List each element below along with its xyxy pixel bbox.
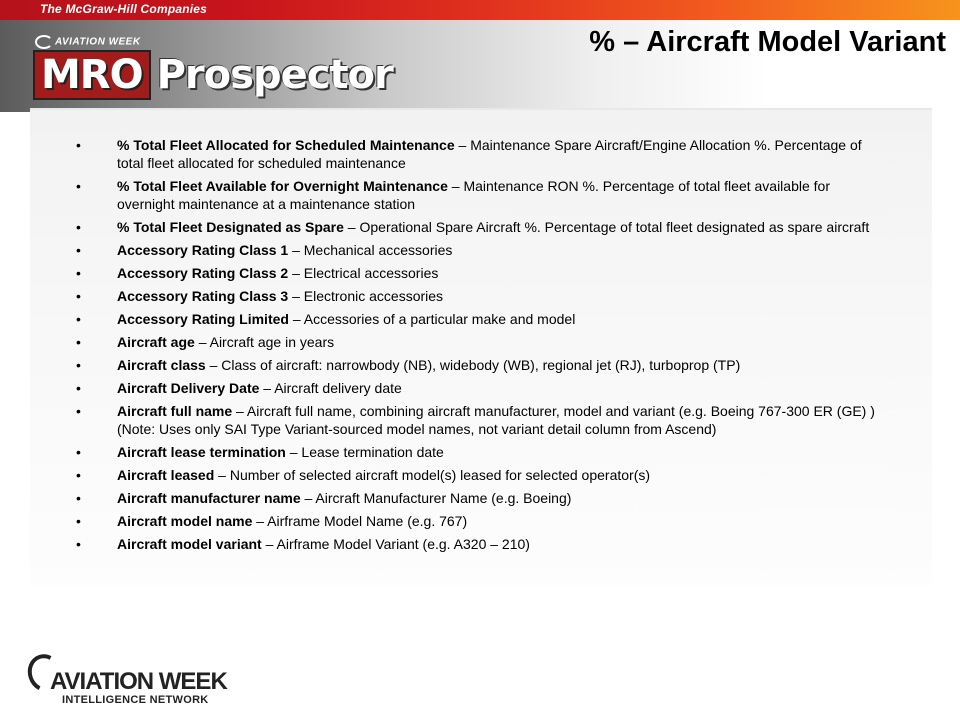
list-item [76, 136, 891, 172]
term: % Total Fleet Designated as Spare [117, 219, 344, 235]
term: Aircraft full name [117, 403, 233, 419]
corporate-banner-text: The McGraw-Hill Companies [40, 2, 208, 16]
bullet-icon: • [76, 219, 81, 235]
term: % Total Fleet Allocated for Scheduled Maintenance [117, 137, 455, 153]
bullet-icon: • [76, 513, 81, 529]
mro-prospector-logo [33, 52, 393, 98]
list-item [76, 356, 891, 374]
term: Aircraft model variant [117, 536, 262, 552]
term: Accessory Rating Class 1 [117, 242, 289, 258]
term: Accessory Rating Limited [117, 311, 289, 327]
list-item [76, 535, 891, 553]
list-item [76, 218, 891, 236]
bullet-icon: • [76, 357, 81, 373]
list-item [76, 402, 891, 438]
term: Aircraft Delivery Date [117, 380, 260, 396]
bullet-icon: • [76, 137, 81, 153]
bullet-icon: • [76, 444, 81, 460]
logo-mro: MRO [33, 50, 151, 100]
term: Aircraft lease termination [117, 444, 286, 460]
bullet-icon: • [76, 178, 81, 194]
term: Aircraft age [117, 334, 195, 350]
bullet-icon: • [76, 536, 81, 552]
list-item [76, 489, 891, 507]
list-item [76, 177, 891, 213]
description: – Mechanical accessories [288, 242, 453, 258]
list-item [76, 264, 891, 282]
list-item [76, 310, 891, 328]
bullet-icon: • [76, 403, 81, 419]
swoosh-icon [35, 35, 53, 49]
description: – Electrical accessories [288, 265, 439, 281]
list-item [76, 379, 891, 397]
description: – Lease termination date [285, 444, 444, 460]
definition-list [76, 136, 891, 558]
bullet-icon: • [76, 265, 81, 281]
description: – Maintenance RON %. Percentage of total fleet available for overnight maintenance at a maintenance station [117, 178, 830, 212]
term: Aircraft model name [117, 513, 253, 529]
bullet-icon: • [76, 490, 81, 506]
logo-name: AVIATION WEEK [50, 668, 227, 695]
term: Aircraft leased [117, 467, 215, 483]
description: – Electronic accessories [288, 288, 444, 304]
bullet-icon: • [76, 242, 81, 258]
term: Accessory Rating Class 3 [117, 288, 289, 304]
aviation-week-intelligence-logo [28, 652, 228, 708]
description: – Class of aircraft: narrowbody (NB), widebody (WB), regional jet (RJ), turboprop (TP) [205, 357, 741, 373]
description: – Operational Spare Aircraft %. Percentage of total fleet designated as spare aircraft [343, 219, 870, 235]
term: Aircraft class [117, 357, 206, 373]
bullet-icon: • [76, 467, 81, 483]
description: – Aircraft Manufacturer Name (e.g. Boeing) [300, 490, 572, 506]
term: % Total Fleet Available for Overnight Maintenance [117, 178, 448, 194]
bullet-icon: • [76, 334, 81, 350]
term: Aircraft manufacturer name [117, 490, 301, 506]
bullet-icon: • [76, 380, 81, 396]
description: – Aircraft age in years [194, 334, 335, 350]
description: – Airframe Model Name (e.g. 767) [252, 513, 468, 529]
aviation-week-small-logo: AVIATION WEEK [35, 35, 141, 49]
description: – Aircraft delivery date [259, 380, 402, 396]
list-item [76, 443, 891, 461]
description: – Number of selected aircraft model(s) leased for selected operator(s) [214, 467, 651, 483]
description: – Aircraft full name, combining aircraft manufacturer, model and variant (e.g. Boeing 767-300 ER (GE) ) (Note: Uses only SAI Type Variant-sourced model names, not variant detail column from Ascend) [117, 403, 875, 437]
list-item [76, 333, 891, 351]
page-title: % – Aircraft Model Variant [589, 26, 946, 58]
description: – Airframe Model Variant (e.g. A320 – 210) [261, 536, 530, 552]
list-item [76, 241, 891, 259]
list-item [76, 287, 891, 305]
list-item [76, 512, 891, 530]
bullet-icon: • [76, 288, 81, 304]
term: Accessory Rating Class 2 [117, 265, 289, 281]
bullet-icon: • [76, 311, 81, 327]
description: – Accessories of a particular make and model [288, 311, 576, 327]
logo-subtitle: INTELLIGENCE NETWORK [62, 694, 209, 706]
description: – Maintenance Spare Aircraft/Engine Allocation %. Percentage of total fleet allocated for scheduled maintenance [117, 137, 862, 171]
logo-prospector: Prospector [156, 52, 393, 98]
top-banner [0, 0, 960, 20]
list-item [76, 466, 891, 484]
